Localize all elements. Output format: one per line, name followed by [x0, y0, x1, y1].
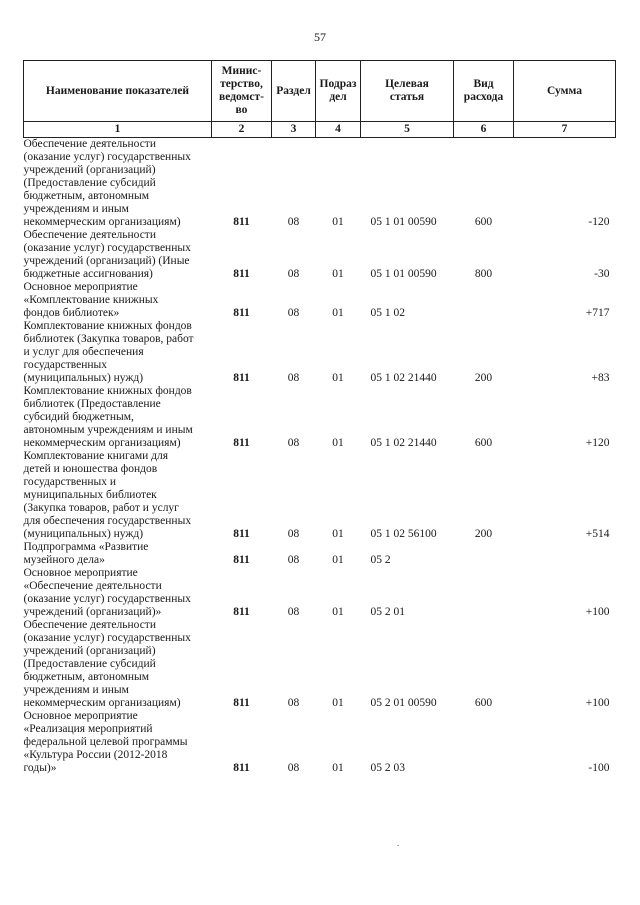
table-row — [24, 541, 616, 567]
row-name-line: детей и юношества фондов — [23, 463, 158, 475]
row-name — [24, 710, 212, 775]
header-sum: Сумма — [514, 61, 616, 122]
row-target: 05 2 01 00590 — [370, 697, 437, 709]
row-sum — [514, 541, 616, 567]
row-section: 08 — [287, 437, 300, 449]
row-name-line: субсидий бюджетным, — [23, 411, 134, 423]
row-subsection: 01 — [332, 372, 344, 384]
row-section: 08 — [287, 554, 300, 566]
row-name-line: (муниципальных) нужд) — [23, 528, 144, 540]
row-subsection: 01 — [332, 268, 344, 280]
row-name-line: (оказание услуг) государственных — [23, 242, 191, 254]
header-target-line: Целевая — [385, 78, 429, 90]
header-name: Наименование показателей — [24, 61, 212, 122]
row-name-line: Основное мероприятие — [23, 281, 138, 293]
table-row — [24, 138, 616, 230]
header-ministry-line: во — [235, 104, 248, 116]
row-ministry: 811 — [233, 268, 250, 280]
row-name-line: библиотек (Закупка товаров, работ — [23, 333, 194, 345]
row-subsection: 01 — [332, 762, 344, 774]
column-number: 1 — [24, 122, 212, 138]
header-expense-type-line: расхода — [463, 91, 504, 103]
header-target — [361, 61, 454, 122]
row-name-line: автономным учреждениям и иным — [23, 424, 193, 436]
row-name-line: бюджетным, автономным — [23, 671, 150, 683]
row-target: 05 1 02 — [370, 307, 405, 319]
row-ministry: 811 — [233, 307, 250, 319]
row-name-line: Обеспечение деятельности — [23, 138, 156, 150]
row-sum: +514 — [585, 528, 610, 540]
row-name-line: федеральной целевой программы — [23, 736, 188, 748]
row-expense-type: 600 — [474, 437, 493, 449]
row-name-line: Комплектование книжных фондов — [23, 320, 192, 332]
row-ministry: 811 — [233, 216, 250, 228]
row-section: 08 — [287, 307, 300, 319]
row-ministry: 811 — [233, 528, 250, 540]
row-name-line: Комплектование книгами для — [23, 450, 169, 462]
header-target-line: статья — [389, 91, 425, 103]
header-ministry — [212, 61, 272, 122]
row-expense-type: 600 — [474, 216, 493, 228]
row-ministry: 811 — [233, 697, 250, 709]
row-name-line: (муниципальных) нужд) — [23, 372, 144, 384]
header-expense-type-line: Вид — [473, 78, 494, 90]
row-name-line: Основное мероприятие — [23, 567, 138, 579]
table-row — [24, 229, 616, 281]
header-subsection — [316, 61, 361, 122]
row-target: 05 1 02 21440 — [370, 437, 437, 449]
row-name-line: учреждений (организаций) — [23, 164, 156, 176]
column-number: 5 — [361, 122, 454, 138]
table-row — [24, 450, 616, 541]
row-section: 08 — [287, 528, 300, 540]
row-name-line: муниципальных библиотек — [23, 489, 157, 501]
header-subsection-line: дел — [329, 91, 347, 103]
row-section: 08 — [287, 216, 300, 228]
budget-table-wrapper — [23, 60, 615, 775]
row-expense-type — [454, 710, 514, 775]
table-row — [24, 619, 616, 710]
row-name — [24, 138, 212, 230]
row-sum: +100 — [585, 606, 610, 618]
row-name-line: годы)» — [23, 762, 57, 774]
row-target: 05 1 02 21440 — [370, 372, 437, 384]
row-section: 08 — [287, 606, 300, 618]
row-name-line: библиотек (Предоставление — [23, 398, 161, 410]
row-name-line: Обеспечение деятельности — [23, 619, 156, 631]
table-row — [24, 385, 616, 450]
row-name-line: учреждений (организаций) — [23, 645, 156, 657]
row-target: 05 1 01 00590 — [370, 216, 437, 228]
row-sum: +83 — [591, 372, 610, 384]
header-ministry-line: ведомст- — [219, 91, 264, 103]
column-number: 3 — [272, 122, 316, 138]
table-row — [24, 567, 616, 619]
table-body — [24, 138, 616, 776]
stray-mark: . — [397, 838, 400, 848]
row-name — [24, 281, 212, 320]
row-name-line: фондов библиотек» — [23, 307, 120, 319]
row-name-line: (оказание услуг) государственных — [23, 593, 191, 605]
row-name — [24, 229, 212, 281]
row-name-line: учреждений (организаций) (Иные — [23, 255, 190, 267]
header-expense-type — [454, 61, 514, 122]
row-name-line: «Реализация мероприятий — [23, 723, 153, 735]
row-ministry: 811 — [233, 554, 250, 566]
row-name-line: бюджетные ассигнования) — [23, 268, 153, 280]
row-name-line: учреждениям и иным — [23, 203, 129, 215]
row-sum: -30 — [594, 268, 610, 280]
row-ministry: 811 — [233, 437, 250, 449]
row-sum: +120 — [585, 437, 610, 449]
table-row — [24, 710, 616, 775]
row-name-line: (оказание услуг) государственных — [23, 151, 191, 163]
row-name-line: для обеспечения государственных — [23, 515, 192, 527]
row-expense-type — [454, 541, 514, 567]
column-number-row — [24, 122, 616, 138]
header-section: Раздел — [272, 61, 316, 122]
row-name-line: (Предоставление субсидий — [23, 177, 156, 189]
row-name-line: бюджетным, автономным — [23, 190, 150, 202]
row-target: 05 2 03 — [370, 762, 405, 774]
row-subsection: 01 — [332, 606, 344, 618]
column-number: 2 — [212, 122, 272, 138]
row-name — [24, 385, 212, 450]
row-name-line: государственных и — [23, 476, 117, 488]
row-ministry: 811 — [233, 606, 250, 618]
budget-table — [23, 60, 616, 775]
row-section: 08 — [287, 268, 300, 280]
row-name-line: учреждениям и иным — [23, 684, 129, 696]
row-target: 05 2 01 — [370, 606, 405, 618]
header-row — [24, 61, 616, 122]
row-subsection: 01 — [332, 216, 344, 228]
row-name-line: музейного дела» — [23, 554, 105, 566]
row-name — [24, 320, 212, 385]
header-ministry-line: терство, — [220, 78, 263, 90]
row-name — [24, 541, 212, 567]
column-number: 6 — [454, 122, 514, 138]
row-subsection: 01 — [332, 554, 344, 566]
row-name-line: и услуг для обеспечения — [23, 346, 144, 358]
row-name-line: некоммерческим организациям) — [23, 216, 181, 228]
row-name-line: учреждений (организаций)» — [23, 606, 162, 618]
row-section: 08 — [287, 372, 300, 384]
column-number: 4 — [316, 122, 361, 138]
row-expense-type — [454, 567, 514, 619]
row-target: 05 2 — [370, 554, 391, 566]
table-row — [24, 320, 616, 385]
row-target: 05 1 02 56100 — [370, 528, 437, 540]
row-subsection: 01 — [332, 697, 344, 709]
row-sum: -100 — [588, 762, 610, 774]
row-sum: -120 — [588, 216, 610, 228]
row-name-line: Подпрограмма «Развитие — [23, 541, 149, 553]
row-name-line: некоммерческим организациям) — [23, 697, 181, 709]
row-expense-type: 800 — [474, 268, 493, 280]
row-name-line: «Обеспечение деятельности — [23, 580, 162, 592]
page-number: 57 — [314, 30, 326, 44]
row-name — [24, 450, 212, 541]
row-sum: +100 — [585, 697, 610, 709]
row-section: 08 — [287, 697, 300, 709]
row-name-line: некоммерческим организациям) — [23, 437, 181, 449]
row-name-line: Обеспечение деятельности — [23, 229, 156, 241]
row-name-line: (оказание услуг) государственных — [23, 632, 191, 644]
row-sum: +717 — [585, 307, 610, 319]
row-name-line: государственных — [23, 359, 108, 371]
row-expense-type: 600 — [474, 697, 493, 709]
row-name-line: Основное мероприятие — [23, 710, 138, 722]
row-name-line: «Культура России (2012-2018 — [23, 749, 168, 761]
row-target: 05 1 01 00590 — [370, 268, 437, 280]
table-row — [24, 281, 616, 320]
header-ministry-line: Минис- — [221, 65, 262, 77]
row-expense-type: 200 — [474, 372, 493, 384]
row-name-line: (Закупка товаров, работ и услуг — [23, 502, 179, 514]
row-subsection: 01 — [332, 437, 344, 449]
row-name — [24, 567, 212, 619]
column-number: 7 — [514, 122, 616, 138]
row-name — [24, 619, 212, 710]
row-expense-type: 200 — [474, 528, 493, 540]
row-subsection: 01 — [332, 307, 344, 319]
row-name-line: Комплектование книжных фондов — [23, 385, 192, 397]
row-section: 08 — [287, 762, 300, 774]
header-subsection-line: Подраз — [319, 78, 357, 90]
row-ministry: 811 — [233, 762, 250, 774]
row-expense-type — [454, 281, 514, 320]
row-name-line: (Предоставление субсидий — [23, 658, 156, 670]
row-subsection: 01 — [332, 528, 344, 540]
table-header — [24, 61, 616, 138]
row-ministry: 811 — [233, 372, 250, 384]
row-name-line: «Комплектование книжных — [23, 294, 159, 306]
